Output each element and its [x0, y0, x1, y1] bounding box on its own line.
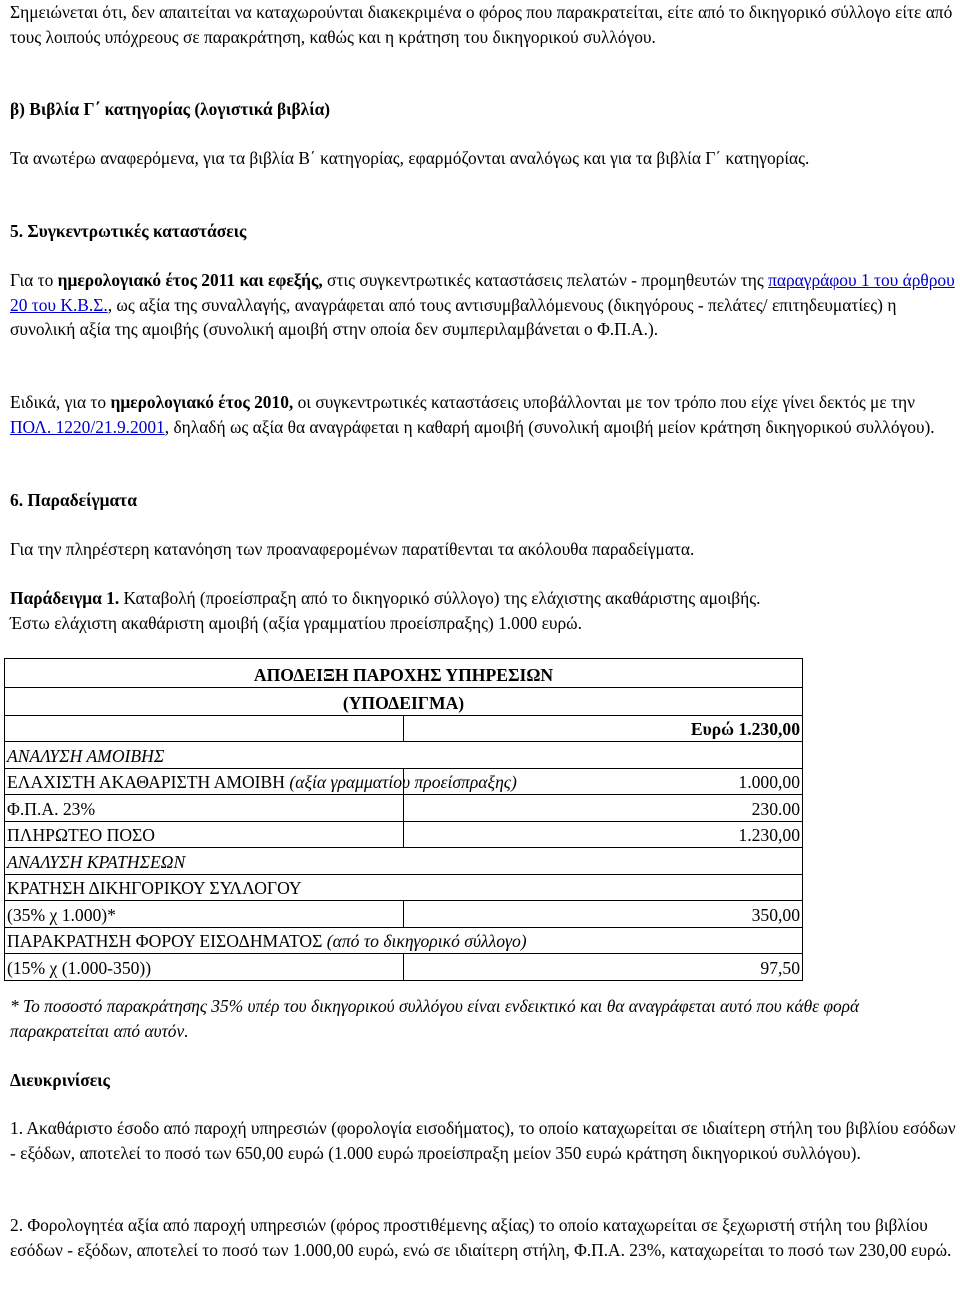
text: Καταβολή (προείσπραξη από το δικηγορικό σύλλογο) της ελάχιστης ακαθάριστης αμοιβής.	[119, 588, 761, 608]
min-fee-value: 1.000,00	[404, 768, 803, 795]
clarification-2: 2. Φορολογητέα αξία από παροχή υπηρεσιών (φόρος προστιθέμενης αξίας) το οποίο καταχωρείται σε ξεχωριστή στήλη του βιβλίου εσόδων - εξόδων, αποτελεί το ποσό των 1.000,00 ευρώ, ενώ σε ιδιαίτερη στήλη, Φ.Π.Α. 23%, καταχωρείται το ποσό των 230,00 ευρώ.	[10, 1215, 952, 1260]
section-fee-analysis: ΑΝΑΛΥΣΗ ΑΜΟΙΒΗΣ	[5, 742, 803, 769]
table-row	[5, 742, 803, 769]
min-fee-note: (αξία γραμματίου προείσπραξης)	[284, 772, 517, 792]
empty-cell	[5, 715, 404, 742]
table-row	[5, 795, 803, 822]
table-row	[5, 821, 803, 848]
vat-value: 230.00	[404, 795, 803, 822]
text: Έστω ελάχιστη ακαθάριστη αμοιβή (αξία γραμματίου προείσπραξης) 1.000 ευρώ.	[10, 612, 582, 633]
payable-label: ΠΛΗΡΩΤΕΟ ΠΟΣΟ	[5, 821, 404, 848]
bar-deduction-label: ΚΡΑΤΗΣΗ ΔΙΚΗΓΟΡΙΚΟΥ ΣΥΛΛΟΓΟΥ	[5, 874, 803, 901]
receipt-table	[4, 658, 803, 981]
text: , ως αξία της συναλλαγής, αναγράφεται από τους αντισυμβαλλόμενους (δικηγόρους - πελάτες/ επιτηδευματίες) η συνολική αξία της αμοιβής (συνολική αμοιβή στην οποία δεν συμπεριλαμβάνεται ο Φ.Π.Α.).	[10, 294, 897, 340]
table-row	[5, 659, 803, 688]
table-row	[5, 901, 803, 928]
table-row	[5, 954, 803, 981]
text-bold: ημερολογιακό έτος 2011 και εφεξής,	[57, 270, 323, 290]
row-label	[5, 927, 803, 954]
tax-value: 97,50	[404, 954, 803, 981]
row-label	[5, 768, 517, 795]
text: Ειδικά, για το	[10, 392, 111, 412]
text: , δηλαδή ως αξία θα αναγράφεται η καθαρή αμοιβή (συνολική αμοιβή μείον κράτηση δικηγορικού συλλόγου).	[164, 416, 935, 437]
paragraph-example-1	[10, 586, 956, 635]
clarification-1: 1. Ακαθάριστο έσοδο από παροχή υπηρεσιών (φορολογία εισοδήματος), το οποίο καταχωρείται σε ιδιαίτερη στήλη του βιβλίου εσόδων - εξόδων, αποτελεί το ποσό των 650,00 ευρώ (1.000 ευρώ προείσπραξη μείον 350 ευρώ κράτηση δικηγορικού συλλόγου).	[10, 1118, 956, 1163]
table-row	[5, 874, 803, 901]
bar-deduction-value: 350,00	[404, 901, 803, 928]
heading-books-c: β) Βιβλία Γ΄ κατηγορίας (λογιστικά βιβλία)	[10, 99, 331, 119]
paragraph-note: Σημειώνεται ότι, δεν απαιτείται να καταχωρούνται διακεκριμένα ο φόρος που παρακρατείται, είτε από το δικηγορικό σύλλογο είτε από τους λοιπούς υπόχρεους σε παρακράτηση, καθώς και η κράτηση του δικηγορικού συλλόγου.	[10, 2, 953, 47]
min-fee-label: ΕΛΑΧΙΣΤΗ ΑΚΑΘΑΡΙΣΤΗ ΑΜΟΙΒΗ	[7, 772, 285, 792]
footnote: * Το ποσοστό παρακράτησης 35% υπέρ του δικηγορικού συλλόγου είναι ενδεικτικό και θα αναγράφεται αυτό που κάθε φορά παρακρατείται από αυτόν.	[10, 996, 860, 1041]
receipt-title: ΑΠΟΔΕΙΞΗ ΠΑΡΟΧΗΣ ΥΠΗΡΕΣΙΩΝ	[5, 659, 803, 688]
text: στις συγκεντρωτικές καταστάσεις πελατών - προμηθευτών της	[322, 270, 769, 290]
receipt-subtitle: (ΥΠΟΔΕΙΓΜΑ)	[5, 688, 803, 716]
link-kbs-article[interactable]: παραγράφου 1 του άρθρου 20 του Κ.Β.Σ.	[10, 270, 955, 315]
heading-summary-statements: 5. Συγκεντρωτικές καταστάσεις	[10, 221, 247, 241]
section-deductions-analysis: ΑΝΑΛΥΣΗ ΚΡΑΤΗΣΕΩΝ	[5, 848, 803, 875]
heading-clarifications: Διευκρινίσεις	[10, 1070, 110, 1090]
text: οι συγκεντρωτικές καταστάσεις υποβάλλονται με τον τρόπο που είχε γίνει δεκτός με την	[293, 392, 915, 412]
paragraph-2010	[10, 390, 956, 439]
bar-deduction-calc: (35% χ 1.000)*	[5, 901, 404, 928]
table-row	[5, 768, 803, 795]
text-bold: ημερολογιακό έτος 2010,	[110, 392, 294, 412]
table-row	[5, 715, 803, 742]
table-row	[5, 848, 803, 875]
receipt-total: Ευρώ 1.230,00	[404, 715, 803, 742]
heading-examples: 6. Παραδείγματα	[10, 490, 137, 510]
tax-label: ΠΑΡΑΚΡΑΤΗΣΗ ΦΟΡΟΥ ΕΙΣΟΔΗΜΑΤΟΣ	[7, 931, 323, 951]
link-pol-1220[interactable]: ΠΟΛ. 1220/21.9.2001	[10, 416, 165, 437]
example-label: Παράδειγμα 1.	[10, 588, 120, 608]
paragraph-examples-intro: Για την πληρέστερη κατανόηση των προαναφερομένων παρατίθενται τα ακόλουθα παραδείγματα.	[10, 539, 695, 559]
tax-note: (από το δικηγορικό σύλλογο)	[322, 931, 527, 951]
paragraph-2011	[10, 268, 956, 342]
text: Για το	[10, 270, 58, 290]
tax-calc: (15% χ (1.000-350))	[5, 954, 404, 981]
paragraph-books-c: Τα ανωτέρω αναφερόμενα, για τα βιβλία Β΄ κατηγορίας, εφαρμόζονται αναλόγως και για τα βιβλία Γ΄ κατηγορίας.	[10, 148, 810, 168]
table-row	[5, 927, 803, 954]
vat-label: Φ.Π.Α. 23%	[5, 795, 404, 822]
table-row	[5, 688, 803, 716]
payable-value: 1.230,00	[404, 821, 803, 848]
